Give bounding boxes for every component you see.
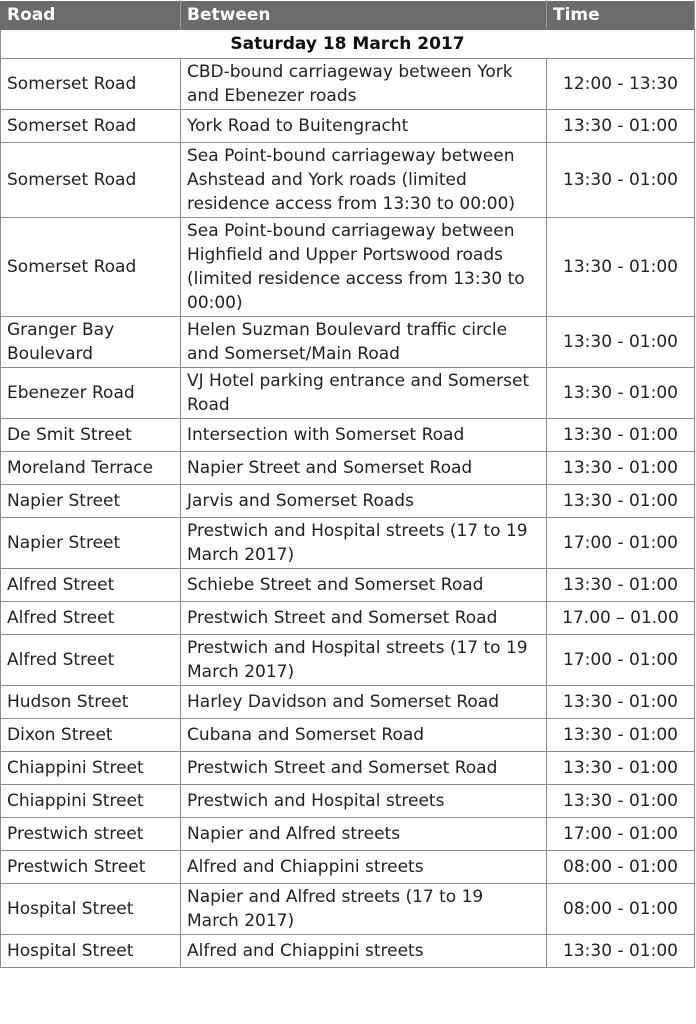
- time-cell: 17.00 – 01.00: [547, 602, 695, 635]
- table-row: [1, 143, 695, 218]
- time-cell: 08:00 - 01:00: [547, 884, 695, 935]
- header-road: Road: [1, 1, 181, 30]
- table-row: [1, 110, 695, 143]
- table-row: [1, 686, 695, 719]
- date-row: [1, 30, 695, 59]
- road-cell: Chiappini Street: [1, 752, 181, 785]
- header-between: Between: [181, 1, 547, 30]
- between-cell: Napier and Alfred streets: [181, 818, 547, 851]
- between-cell: Prestwich Street and Somerset Road: [181, 602, 547, 635]
- table-row: [1, 602, 695, 635]
- between-cell: Harley Davidson and Somerset Road: [181, 686, 547, 719]
- time-cell: 13:30 - 01:00: [547, 452, 695, 485]
- road-cell: Napier Street: [1, 518, 181, 569]
- time-cell: 17:00 - 01:00: [547, 518, 695, 569]
- road-cell: Alfred Street: [1, 635, 181, 686]
- road-cell: Granger Bay Boulevard: [1, 317, 181, 368]
- time-cell: 13:30 - 01:00: [547, 752, 695, 785]
- road-cell: Hudson Street: [1, 686, 181, 719]
- table-row: [1, 368, 695, 419]
- time-cell: 13:30 - 01:00: [547, 935, 695, 968]
- time-cell: 13:30 - 01:00: [547, 110, 695, 143]
- road-cell: Alfred Street: [1, 602, 181, 635]
- road-cell: Somerset Road: [1, 218, 181, 317]
- time-cell: 13:30 - 01:00: [547, 419, 695, 452]
- table-row: [1, 785, 695, 818]
- table-body: [1, 30, 695, 968]
- between-cell: Prestwich Street and Somerset Road: [181, 752, 547, 785]
- road-cell: De Smit Street: [1, 419, 181, 452]
- road-cell: Chiappini Street: [1, 785, 181, 818]
- between-cell: Alfred and Chiappini streets: [181, 851, 547, 884]
- table-row: [1, 635, 695, 686]
- between-cell: Prestwich and Hospital streets: [181, 785, 547, 818]
- between-cell: Prestwich and Hospital streets (17 to 19 March 2017): [181, 635, 547, 686]
- table-row: [1, 884, 695, 935]
- between-cell: VJ Hotel parking entrance and Somerset Road: [181, 368, 547, 419]
- between-cell: York Road to Buitengracht: [181, 110, 547, 143]
- road-cell: Dixon Street: [1, 719, 181, 752]
- table-row: [1, 752, 695, 785]
- between-cell: Intersection with Somerset Road: [181, 419, 547, 452]
- time-cell: 13:30 - 01:00: [547, 218, 695, 317]
- between-cell: Jarvis and Somerset Roads: [181, 485, 547, 518]
- between-cell: Sea Point-bound carriageway between Ashstead and York roads (limited residence access from 13:30 to 00:00): [181, 143, 547, 218]
- between-cell: Napier and Alfred streets (17 to 19 March 2017): [181, 884, 547, 935]
- between-cell: Napier Street and Somerset Road: [181, 452, 547, 485]
- road-cell: Prestwich street: [1, 818, 181, 851]
- table-row: [1, 818, 695, 851]
- table-row: [1, 59, 695, 110]
- road-cell: Somerset Road: [1, 59, 181, 110]
- table-row: [1, 569, 695, 602]
- between-cell: CBD-bound carriageway between York and Ebenezer roads: [181, 59, 547, 110]
- road-cell: Somerset Road: [1, 110, 181, 143]
- table-row: [1, 317, 695, 368]
- table-row: [1, 935, 695, 968]
- road-cell: Prestwich Street: [1, 851, 181, 884]
- between-cell: Alfred and Chiappini streets: [181, 935, 547, 968]
- road-cell: Alfred Street: [1, 569, 181, 602]
- time-cell: 13:30 - 01:00: [547, 569, 695, 602]
- table-row: [1, 419, 695, 452]
- time-cell: 13:30 - 01:00: [547, 368, 695, 419]
- between-cell: Prestwich and Hospital streets (17 to 19 March 2017): [181, 518, 547, 569]
- table-row: [1, 485, 695, 518]
- time-cell: 13:30 - 01:00: [547, 686, 695, 719]
- between-cell: Schiebe Street and Somerset Road: [181, 569, 547, 602]
- table-row: [1, 218, 695, 317]
- road-cell: Napier Street: [1, 485, 181, 518]
- road-cell: Ebenezer Road: [1, 368, 181, 419]
- road-cell: Hospital Street: [1, 884, 181, 935]
- time-cell: 13:30 - 01:00: [547, 719, 695, 752]
- between-cell: Helen Suzman Boulevard traffic circle and Somerset/Main Road: [181, 317, 547, 368]
- between-cell: Sea Point-bound carriageway between Highfield and Upper Portswood roads (limited residence access from 13:30 to 00:00): [181, 218, 547, 317]
- between-cell: Cubana and Somerset Road: [181, 719, 547, 752]
- time-cell: 13:30 - 01:00: [547, 317, 695, 368]
- road-cell: Hospital Street: [1, 935, 181, 968]
- time-cell: 17:00 - 01:00: [547, 818, 695, 851]
- time-cell: 13:30 - 01:00: [547, 485, 695, 518]
- time-cell: 12:00 - 13:30: [547, 59, 695, 110]
- table-row: [1, 452, 695, 485]
- time-cell: 17:00 - 01:00: [547, 635, 695, 686]
- date-label: Saturday 18 March 2017: [1, 30, 695, 59]
- time-cell: 08:00 - 01:00: [547, 851, 695, 884]
- table-row: [1, 719, 695, 752]
- road-cell: Moreland Terrace: [1, 452, 181, 485]
- table-header: [1, 1, 695, 30]
- road-cell: Somerset Road: [1, 143, 181, 218]
- table-row: [1, 518, 695, 569]
- time-cell: 13:30 - 01:00: [547, 143, 695, 218]
- header-row: [1, 1, 695, 30]
- time-cell: 13:30 - 01:00: [547, 785, 695, 818]
- header-time: Time: [547, 1, 695, 30]
- table-row: [1, 851, 695, 884]
